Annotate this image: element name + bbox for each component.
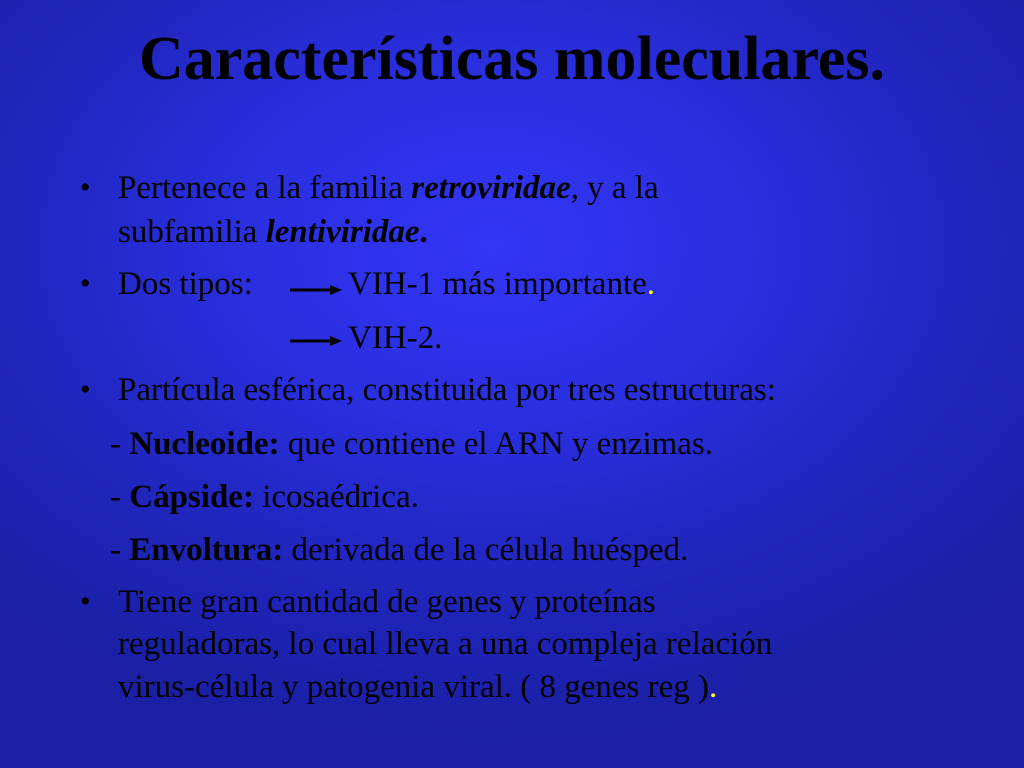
particle-text: Partícula esférica, constituida por tres estructuras: — [118, 372, 776, 408]
types-label: Dos tipos: — [118, 266, 253, 302]
bullet-4-line-3 — [118, 667, 717, 707]
structure-term: Nucleoide: — [129, 426, 280, 462]
bullet-1-line-2 — [118, 212, 428, 252]
bullet-2: • — [80, 267, 91, 300]
genes-period: . — [709, 669, 718, 705]
genes-text-1: Tiene gran cantidad de genes y proteínas — [118, 584, 656, 620]
structure-capsid — [110, 477, 419, 517]
structure-dash: - — [110, 479, 130, 515]
bullet-1-text: Pertenece a la familia — [118, 170, 412, 206]
slide-title: Características moleculares. — [138, 25, 886, 93]
bullet-4-line-1 — [118, 582, 656, 622]
structure-desc: que contiene el ARN y enzimas. — [279, 426, 714, 462]
bullet-3: • — [80, 373, 91, 406]
bullet-1-line-1 — [118, 168, 659, 208]
genes-text-2: reguladoras, lo cual lleva a una compleja relación — [118, 626, 773, 662]
bullet-3-line-1 — [118, 370, 776, 410]
vih-1-text: VIH-1 más importante — [348, 266, 647, 302]
bullet-2-line-1 — [118, 264, 253, 304]
structure-desc: icosaédrica. — [253, 479, 419, 515]
vih-2-line — [348, 318, 442, 358]
family-name: retroviridae — [411, 170, 571, 206]
arrow-right-icon — [290, 334, 342, 348]
structure-envelope — [110, 530, 688, 570]
structure-nucleoid — [110, 424, 713, 464]
structure-term: Envoltura: — [129, 532, 284, 568]
subfamily-label: subfamilia — [118, 214, 266, 250]
structure-desc: derivada de la célula huésped. — [283, 532, 689, 568]
structure-dash: - — [110, 532, 130, 568]
bullet-1-rest: y a la — [578, 170, 659, 206]
bullet-4-line-2 — [118, 624, 772, 664]
family-comma: , — [570, 170, 579, 206]
structure-term: Cápside: — [129, 479, 254, 515]
vih-2-text: VIH-2. — [348, 320, 443, 356]
vih-1-period: . — [646, 266, 656, 302]
structure-dash: - — [110, 426, 130, 462]
subfamily-period: . — [419, 214, 428, 250]
bullet-1: • — [80, 171, 91, 204]
vih-1-line — [348, 264, 655, 304]
subfamily-name: lentiviridae — [265, 214, 420, 250]
arrow-right-icon — [290, 283, 342, 297]
bullet-4: • — [80, 585, 91, 618]
genes-text-3: virus-célula y patogenia viral. ( 8 genes reg ) — [118, 669, 710, 705]
